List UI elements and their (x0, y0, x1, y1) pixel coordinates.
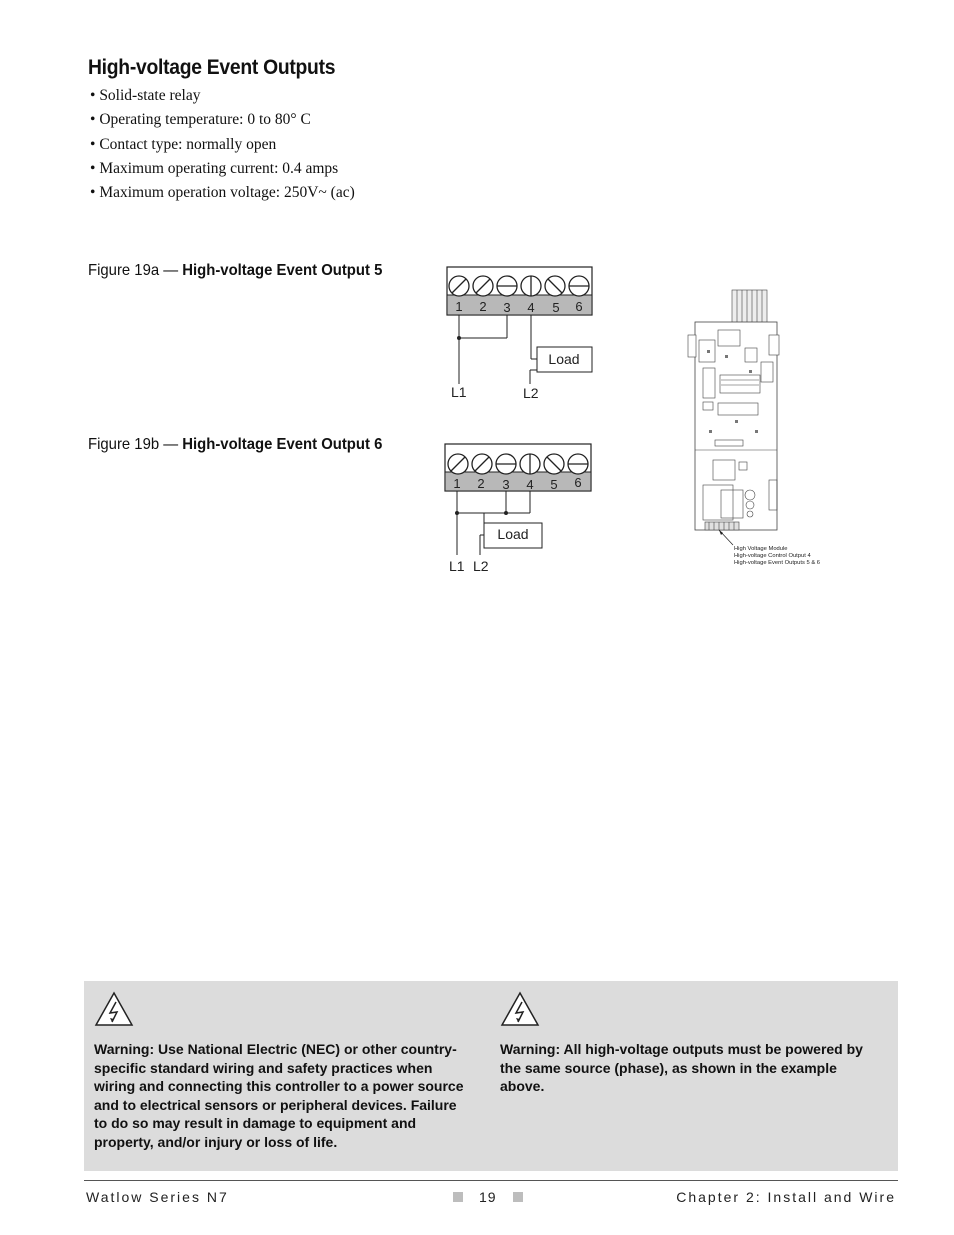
spec-item: • Operating temperature: 0 to 80° C (90, 110, 355, 134)
warning-nec (94, 991, 472, 1152)
footer-page (453, 1189, 523, 1205)
figure-19b-diagram (440, 439, 600, 579)
square-bullet-icon (453, 1192, 463, 1202)
screw-icon (473, 276, 493, 296)
figure-19b-caption (88, 436, 382, 454)
square-bullet-icon (513, 1192, 523, 1202)
spec-list (90, 86, 355, 207)
page-number: 19 (479, 1189, 497, 1205)
terminal-base (445, 472, 591, 491)
figure-19a-diagram (440, 262, 600, 412)
figure-19a-title: High-voltage Event Output 5 (182, 262, 383, 279)
figure-19a-label: Figure 19a — (88, 262, 179, 279)
board-callout-line: High-voltage Event Outputs 5 & 6 (734, 560, 821, 566)
electrical-hazard-icon (94, 991, 134, 1027)
terminal-number: 1 (455, 299, 463, 314)
terminal-base (447, 295, 592, 315)
figure-19b-title: High-voltage Event Output 6 (182, 436, 383, 453)
junction-dot (504, 511, 508, 515)
junction-dot (455, 511, 459, 515)
terminal-number: 5 (552, 300, 560, 315)
circuit-board (695, 322, 777, 530)
section-heading: High-voltage Event Outputs (88, 56, 336, 79)
terminal-number: 6 (575, 299, 583, 314)
screw-icon (544, 454, 564, 474)
screw-icon (472, 454, 492, 474)
footer-chapter: Chapter 2: Install and Wire (676, 1189, 896, 1205)
screw-icon (496, 454, 516, 474)
board-callout-line: High-voltage Control Output 4 (734, 553, 811, 559)
controller-board-illustration (685, 290, 845, 580)
junction-dot (457, 336, 461, 340)
screw-icon (520, 454, 540, 474)
terminal-number: 2 (477, 476, 485, 491)
screw-icon (448, 454, 468, 474)
load-label: Load (548, 351, 580, 367)
screw-icon (568, 454, 588, 474)
screw-icon (569, 276, 589, 296)
load-label: Load (497, 526, 529, 542)
terminal-number: 3 (503, 300, 511, 315)
terminal-number: 5 (550, 477, 558, 492)
screw-icon (545, 276, 565, 296)
warning-text: Warning: All high-voltage outputs must be powered by the same source (phase), as shown in the example above. (500, 1041, 863, 1095)
warning-same-phase (500, 991, 884, 1096)
spec-item: • Maximum operating current: 0.4 amps (90, 159, 355, 183)
footer-product: Watlow Series N7 (86, 1189, 229, 1205)
screw-icon (521, 276, 541, 296)
l1-label: L1 (449, 558, 465, 574)
terminal-number: 1 (453, 476, 461, 491)
terminal-number: 3 (502, 477, 510, 492)
footer-divider (84, 1180, 898, 1181)
warning-panel (84, 981, 898, 1171)
terminal-number: 6 (574, 475, 582, 490)
l2-label: L2 (473, 558, 489, 574)
spec-item: • Maximum operation voltage: 250V~ (ac) (90, 183, 355, 207)
figure-19a-caption (88, 262, 382, 280)
screw-icon (449, 276, 469, 296)
screw-icon (497, 276, 517, 296)
electrical-hazard-icon (500, 991, 540, 1027)
terminal-number: 2 (479, 299, 487, 314)
board-callout-line: High Voltage Module (734, 546, 788, 552)
spec-item: • Solid-state relay (90, 86, 355, 110)
l1-label: L1 (451, 384, 467, 400)
figure-19b-label: Figure 19b — (88, 436, 179, 453)
spec-item: • Contact type: normally open (90, 135, 355, 159)
l2-label: L2 (523, 385, 539, 401)
terminal-number: 4 (526, 477, 534, 492)
warning-text: Warning: Use National Electric (NEC) or other country-specific standard wiring and safety practices when wiring and connecting this controller to a power source and to electrical sensors or peripheral devices. Failure to do so may result in damage to equipment and property, and/or injury or loss of life. (94, 1041, 464, 1150)
terminal-number: 4 (527, 300, 535, 315)
